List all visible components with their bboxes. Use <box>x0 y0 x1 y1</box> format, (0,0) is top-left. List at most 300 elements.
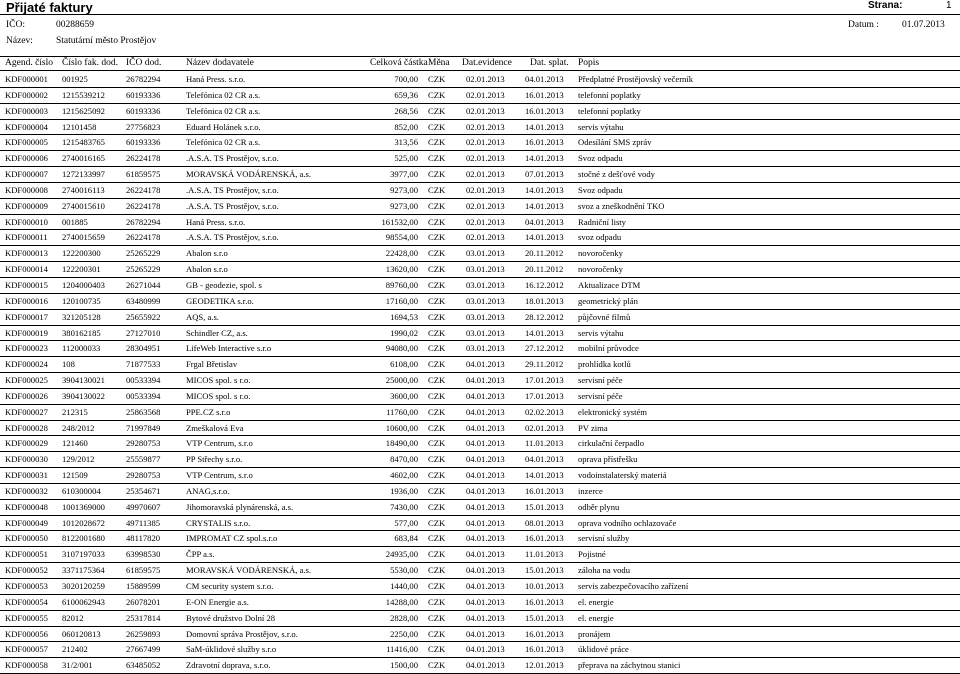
agenda-cell: KDF000010 <box>5 216 48 227</box>
agenda-cell: KDF000017 <box>5 311 48 322</box>
ico-cell: 27127010 <box>126 327 161 338</box>
table-row <box>0 389 960 405</box>
due-date-cell: 20.11.2012 <box>525 248 564 259</box>
col-header-cislo: Číslo fak. dod. <box>62 58 118 68</box>
ico-cell: 00533394 <box>126 375 161 386</box>
due-date-cell: 08.01.2013 <box>525 517 564 528</box>
evidence-date-cell: 04.01.2013 <box>466 406 505 417</box>
invoice-number-cell: 108 <box>62 359 75 370</box>
evidence-date-cell: 02.01.2013 <box>466 105 505 116</box>
currency-cell: CZK <box>428 311 446 322</box>
description-cell: přeprava na záchytnou stanici <box>578 660 681 671</box>
due-date-cell: 02.02.2013 <box>525 406 564 417</box>
ico-cell: 26224178 <box>126 200 161 211</box>
amount-cell: 10600,00 <box>385 422 418 433</box>
due-date-cell: 04.01.2013 <box>525 216 564 227</box>
supplier-name-cell: Telefónica 02 CR a.s. <box>186 105 261 116</box>
currency-cell: CZK <box>428 660 446 671</box>
evidence-date-cell: 02.01.2013 <box>466 89 505 100</box>
evidence-date-cell: 04.01.2013 <box>466 359 505 370</box>
amount-cell: 313,56 <box>394 137 418 148</box>
currency-cell: CZK <box>428 517 446 528</box>
currency-cell: CZK <box>428 327 446 338</box>
evidence-date-cell: 04.01.2013 <box>466 628 505 639</box>
currency-cell: CZK <box>428 470 446 481</box>
currency-cell: CZK <box>428 89 446 100</box>
invoice-number-cell: 1012028672 <box>62 517 105 528</box>
ico-cell: 25265229 <box>126 264 161 275</box>
supplier-name-cell: .A.S.A. TS Prostějov, s.r.o. <box>186 153 279 164</box>
due-date-cell: 29.11.2012 <box>525 359 564 370</box>
ico-cell: 27667499 <box>126 644 161 655</box>
column-header-divider <box>0 70 960 71</box>
ico-cell: 26224178 <box>126 153 161 164</box>
table-row <box>0 167 960 183</box>
invoice-number-cell: 380162185 <box>62 327 101 338</box>
agenda-cell: KDF000058 <box>5 660 48 671</box>
supplier-name-cell: Bytové družstvo Dolní 28 <box>186 612 276 623</box>
description-cell: Předplatné Prostějovský večerník <box>578 74 694 84</box>
currency-cell: CZK <box>428 454 446 465</box>
currency-cell: CZK <box>428 390 446 401</box>
supplier-name-cell: ČPP a.s. <box>186 549 215 560</box>
amount-cell: 4602,00 <box>390 470 418 481</box>
page-number: 1 <box>946 0 952 11</box>
evidence-date-cell: 02.01.2013 <box>466 74 505 84</box>
agenda-cell: KDF000052 <box>5 565 48 576</box>
supplier-name-cell: VTP Centrum, s.r.o <box>186 470 253 481</box>
currency-cell: CZK <box>428 596 446 607</box>
amount-cell: 268,56 <box>394 105 418 116</box>
table-row <box>0 421 960 437</box>
col-header-agenda: Agend. číslo <box>5 58 54 68</box>
evidence-date-cell: 04.01.2013 <box>466 644 505 655</box>
agenda-cell: KDF000015 <box>5 279 48 290</box>
amount-cell: 18490,00 <box>385 438 418 449</box>
ico-cell: 25317814 <box>126 612 161 623</box>
ico-cell: 26782294 <box>126 216 161 227</box>
description-cell: geometrický plán <box>578 295 638 306</box>
ico-cell: 26224178 <box>126 232 161 243</box>
table-row <box>0 500 960 516</box>
supplier-name-cell: LifeWeb Interactive s.r.o <box>186 343 272 354</box>
currency-cell: CZK <box>428 137 446 148</box>
description-cell: Svoz odpadu <box>578 184 623 195</box>
supplier-name-cell: .A.S.A. TS Prostějov, s.r.o. <box>186 184 279 195</box>
description-cell: odběr plynu <box>578 501 620 512</box>
invoice-number-cell: 8122001680 <box>62 533 105 544</box>
supplier-name-cell: Domovní správa Prostějov, s.r.o. <box>186 628 298 639</box>
supplier-name-cell: Jihomoravská plynárenská, a.s. <box>186 501 294 512</box>
description-cell: servis výtahu <box>578 327 624 338</box>
table-row <box>0 183 960 199</box>
agenda-cell: KDF000014 <box>5 264 48 275</box>
ico-value: 00288659 <box>56 20 94 30</box>
description-cell: půjčovné filmů <box>578 311 631 322</box>
amount-cell: 1694,53 <box>390 311 418 322</box>
evidence-date-cell: 04.01.2013 <box>466 581 505 591</box>
ico-cell: 25354671 <box>126 485 161 496</box>
invoice-number-cell: 2740016113 <box>62 184 105 195</box>
invoice-number-cell: 3904130021 <box>62 375 105 386</box>
description-cell: Radniční listy <box>578 216 626 227</box>
agenda-cell: KDF000013 <box>5 248 48 259</box>
description-cell: oprava vodního ochlazovače <box>578 517 677 528</box>
ico-cell: 29280753 <box>126 470 161 481</box>
currency-cell: CZK <box>428 549 446 560</box>
agenda-cell: KDF000007 <box>5 169 48 180</box>
due-date-cell: 12.01.2013 <box>525 660 564 671</box>
due-date-cell: 14.01.2013 <box>525 200 564 211</box>
agenda-cell: KDF000030 <box>5 454 48 465</box>
amount-cell: 98554,00 <box>385 232 418 243</box>
amount-cell: 89760,00 <box>385 279 418 290</box>
description-cell: servis výtahu <box>578 121 624 132</box>
currency-cell: CZK <box>428 121 446 132</box>
table-row <box>0 579 960 595</box>
description-cell: el. energie <box>578 612 614 623</box>
amount-cell: 1500,00 <box>390 660 418 671</box>
table-row <box>0 595 960 611</box>
amount-cell: 9273,00 <box>390 200 418 211</box>
currency-cell: CZK <box>428 533 446 544</box>
due-date-cell: 16.01.2013 <box>525 89 564 100</box>
currency-cell: CZK <box>428 74 446 84</box>
ico-cell: 25265229 <box>126 248 161 259</box>
description-cell: Odesílání SMS zpráv <box>578 137 652 148</box>
invoice-number-cell: 2740015610 <box>62 200 105 211</box>
due-date-cell: 17.01.2013 <box>525 390 564 401</box>
supplier-name-cell: .A.S.A. TS Prostějov, s.r.o. <box>186 200 279 211</box>
amount-cell: 8470,00 <box>390 454 418 465</box>
supplier-name-cell: Zmeškalová Eva <box>186 422 244 433</box>
description-cell: servisní péče <box>578 375 623 386</box>
due-date-cell: 11.01.2013 <box>525 549 564 560</box>
currency-cell: CZK <box>428 581 446 591</box>
ico-cell: 25863568 <box>126 406 161 417</box>
amount-cell: 2250,00 <box>390 628 418 639</box>
invoice-number-cell: 321205128 <box>62 311 101 322</box>
evidence-date-cell: 04.01.2013 <box>466 596 505 607</box>
evidence-date-cell: 02.01.2013 <box>466 216 505 227</box>
agenda-cell: KDF000032 <box>5 485 48 496</box>
due-date-cell: 16.01.2013 <box>525 533 564 544</box>
due-date-cell: 27.12.2012 <box>525 343 564 354</box>
due-date-cell: 14.01.2013 <box>525 232 564 243</box>
evidence-date-cell: 04.01.2013 <box>466 549 505 560</box>
amount-cell: 13620,00 <box>385 264 418 275</box>
due-date-cell: 14.01.2013 <box>525 121 564 132</box>
agenda-cell: KDF000057 <box>5 644 48 655</box>
agenda-cell: KDF000016 <box>5 295 48 306</box>
evidence-date-cell: 03.01.2013 <box>466 264 505 275</box>
supplier-name-cell: AQS, a.s. <box>186 311 219 322</box>
amount-cell: 852,00 <box>394 121 418 132</box>
description-cell: oprava přístřešku <box>578 454 638 465</box>
table-row <box>0 246 960 262</box>
due-date-cell: 16.01.2013 <box>525 105 564 116</box>
table-row <box>0 627 960 643</box>
evidence-date-cell: 04.01.2013 <box>466 533 505 544</box>
invoice-number-cell: 212315 <box>62 406 88 417</box>
description-cell: PV zima <box>578 422 608 433</box>
datum-value: 01.07.2013 <box>902 20 945 30</box>
currency-cell: CZK <box>428 375 446 386</box>
table-row <box>0 262 960 278</box>
invoice-number-cell: 1001369000 <box>62 501 105 512</box>
currency-cell: CZK <box>428 216 446 227</box>
due-date-cell: 16.01.2013 <box>525 644 564 655</box>
description-cell: el. energie <box>578 596 614 607</box>
invoice-number-cell: 6100062943 <box>62 596 105 607</box>
description-cell: prohlídka kotlů <box>578 359 631 370</box>
supplier-name-cell: .A.S.A. TS Prostějov, s.r.o. <box>186 232 279 243</box>
agenda-cell: KDF000048 <box>5 501 48 512</box>
invoice-number-cell: 610300004 <box>62 485 101 496</box>
table-row <box>0 611 960 627</box>
amount-cell: 17160,00 <box>385 295 418 306</box>
amount-cell: 11760,00 <box>386 406 418 417</box>
agenda-cell: KDF000031 <box>5 470 48 481</box>
currency-cell: CZK <box>428 153 446 164</box>
due-date-cell: 16.01.2013 <box>525 596 564 607</box>
col-header-evidence: Dat.evidence <box>462 58 512 68</box>
invoice-number-cell: 122200301 <box>62 264 101 275</box>
evidence-date-cell: 04.01.2013 <box>466 454 505 465</box>
amount-cell: 1936,00 <box>390 485 418 496</box>
agenda-cell: KDF000019 <box>5 327 48 338</box>
agenda-cell: KDF000049 <box>5 517 48 528</box>
amount-cell: 11416,00 <box>386 644 418 655</box>
amount-cell: 22428,00 <box>385 248 418 259</box>
due-date-cell: 14.01.2013 <box>525 184 564 195</box>
header-divider <box>0 56 960 57</box>
description-cell: úklidové práce <box>578 644 629 655</box>
supplier-name-cell: Haná Press. s.r.o. <box>186 216 246 227</box>
ico-cell: 60193336 <box>126 137 161 148</box>
evidence-date-cell: 03.01.2013 <box>466 295 505 306</box>
nazev-value: Statutární město Prostějov <box>56 36 157 46</box>
table-row <box>0 310 960 326</box>
table-row <box>0 547 960 563</box>
table-row <box>0 215 960 231</box>
due-date-cell: 16.01.2013 <box>525 485 564 496</box>
agenda-cell: KDF000024 <box>5 359 48 370</box>
invoice-number-cell: 3904130022 <box>62 390 105 401</box>
table-row <box>0 436 960 452</box>
supplier-name-cell: Zdravotní doprava, s.r.o. <box>186 660 271 671</box>
col-header-castka: Celková částka <box>370 58 428 68</box>
col-header-popis: Popis <box>578 58 600 68</box>
ico-cell: 71877533 <box>126 359 161 370</box>
ico-cell: 61859575 <box>126 565 161 576</box>
amount-cell: 2828,00 <box>390 612 418 623</box>
currency-cell: CZK <box>428 343 446 354</box>
currency-cell: CZK <box>428 169 446 180</box>
agenda-cell: KDF000051 <box>5 549 48 560</box>
table-row <box>0 468 960 484</box>
amount-cell: 25000,00 <box>385 375 418 386</box>
agenda-cell: KDF000006 <box>5 153 48 164</box>
ico-cell: 27756823 <box>126 121 161 132</box>
currency-cell: CZK <box>428 612 446 623</box>
agenda-cell: KDF000055 <box>5 612 48 623</box>
table-row <box>0 563 960 579</box>
description-cell: servis zabezpečovacího zařízení <box>578 581 689 591</box>
agenda-cell: KDF000029 <box>5 438 48 449</box>
amount-cell: 525,00 <box>394 153 418 164</box>
evidence-date-cell: 03.01.2013 <box>466 343 505 354</box>
currency-cell: CZK <box>428 248 446 259</box>
evidence-date-cell: 04.01.2013 <box>466 470 505 481</box>
agenda-cell: KDF000003 <box>5 105 48 116</box>
table-row <box>0 104 960 120</box>
amount-cell: 3600,00 <box>390 390 418 401</box>
table-row <box>0 658 960 674</box>
amount-cell: 94080,00 <box>385 343 418 354</box>
evidence-date-cell: 03.01.2013 <box>466 279 505 290</box>
evidence-date-cell: 02.01.2013 <box>466 232 505 243</box>
currency-cell: CZK <box>428 184 446 195</box>
datum-label: Datum : <box>848 20 879 30</box>
col-header-mena: Měna <box>428 58 450 68</box>
amount-cell: 9273,00 <box>390 184 418 195</box>
supplier-name-cell: MORAVSKÁ VODÁRENSKÁ, a.s. <box>186 565 312 576</box>
invoice-number-cell: 001925 <box>62 74 88 84</box>
currency-cell: CZK <box>428 501 446 512</box>
invoice-number-cell: 120100735 <box>62 295 101 306</box>
supplier-name-cell: CM security system s.r.o. <box>186 581 274 591</box>
ico-cell: 25655922 <box>126 311 161 322</box>
invoice-number-cell: 112000033 <box>62 343 101 354</box>
ico-cell: 29280753 <box>126 438 161 449</box>
page-title: Přijaté faktury <box>6 0 93 15</box>
description-cell: telefonní poplatky <box>578 89 641 100</box>
supplier-name-cell: VTP Centrum, s.r.o <box>186 438 253 449</box>
description-cell: servisní služby <box>578 533 630 544</box>
table-row <box>0 120 960 136</box>
supplier-name-cell: Eduard Holánek s.r.o. <box>186 121 261 132</box>
col-header-ico: IČO dod. <box>126 58 162 68</box>
supplier-name-cell: Abalon s.r.o <box>186 248 228 259</box>
invoice-number-cell: 1215539212 <box>62 89 105 100</box>
agenda-cell: KDF000054 <box>5 596 48 607</box>
evidence-date-cell: 04.01.2013 <box>466 501 505 512</box>
agenda-cell: KDF000009 <box>5 200 48 211</box>
agenda-cell: KDF000053 <box>5 581 48 591</box>
agenda-cell: KDF000004 <box>5 121 48 132</box>
evidence-date-cell: 04.01.2013 <box>466 517 505 528</box>
due-date-cell: 15.01.2013 <box>525 565 564 576</box>
supplier-name-cell: GEODETIKA s.r.o. <box>186 295 254 306</box>
ico-cell: 60193336 <box>126 89 161 100</box>
col-header-nazev: Název dodavatele <box>186 58 254 68</box>
description-cell: vodoinstalaterský materiá <box>578 470 667 481</box>
table-row <box>0 88 960 104</box>
due-date-cell: 18.01.2013 <box>525 295 564 306</box>
supplier-name-cell: MICOS spol. s r.o. <box>186 375 251 386</box>
due-date-cell: 02.01.2013 <box>525 422 564 433</box>
supplier-name-cell: ANAG,s.r.o. <box>186 485 230 496</box>
due-date-cell: 07.01.2013 <box>525 169 564 180</box>
currency-cell: CZK <box>428 105 446 116</box>
table-row <box>0 278 960 294</box>
table-row <box>0 151 960 167</box>
table-row <box>0 405 960 421</box>
evidence-date-cell: 03.01.2013 <box>466 311 505 322</box>
agenda-cell: KDF000028 <box>5 422 48 433</box>
invoice-number-cell: 212402 <box>62 644 88 655</box>
nazev-label: Název: <box>6 36 33 46</box>
evidence-date-cell: 04.01.2013 <box>466 565 505 576</box>
description-cell: elektronický systém <box>578 406 647 417</box>
evidence-date-cell: 03.01.2013 <box>466 248 505 259</box>
invoice-number-cell: 248/2012 <box>62 422 95 433</box>
evidence-date-cell: 04.01.2013 <box>466 422 505 433</box>
supplier-name-cell: SaM-úklidové služby s.r.o <box>186 644 277 655</box>
amount-cell: 683,84 <box>394 533 418 544</box>
due-date-cell: 14.01.2013 <box>525 153 564 164</box>
description-cell: záloha na vodu <box>578 565 631 576</box>
invoice-number-cell: 31/2/001 <box>62 660 93 671</box>
amount-cell: 659,36 <box>394 89 418 100</box>
supplier-name-cell: E-ON Energie a.s. <box>186 596 249 607</box>
description-cell: novoročenky <box>578 264 623 275</box>
ico-cell: 48117820 <box>126 533 161 544</box>
agenda-cell: KDF000011 <box>5 232 48 243</box>
evidence-date-cell: 02.01.2013 <box>466 169 505 180</box>
description-cell: Svoz odpadu <box>578 153 623 164</box>
evidence-date-cell: 04.01.2013 <box>466 438 505 449</box>
invoice-number-cell: 1272133997 <box>62 169 105 180</box>
ico-cell: 26259893 <box>126 628 161 639</box>
table-row <box>0 341 960 357</box>
description-cell: inzerce <box>578 485 603 496</box>
ico-cell: 26224178 <box>126 184 161 195</box>
column-headers <box>0 58 960 70</box>
supplier-name-cell: GB - geodezie, spol. s <box>186 279 262 290</box>
description-cell: Aktualizace DTM <box>578 279 641 290</box>
description-cell: pronájem <box>578 628 611 639</box>
agenda-cell: KDF000027 <box>5 406 48 417</box>
ico-cell: 61859575 <box>126 169 161 180</box>
invoice-number-cell: 12101458 <box>62 121 97 132</box>
supplier-name-cell: Frgal Břetislav <box>186 359 238 370</box>
currency-cell: CZK <box>428 422 446 433</box>
ico-cell: 60193336 <box>126 105 161 116</box>
description-cell: cirkulační čerpadlo <box>578 438 645 449</box>
supplier-name-cell: CRYSTALIS s.r.o. <box>186 517 251 528</box>
agenda-cell: KDF000025 <box>5 375 48 386</box>
due-date-cell: 10.01.2013 <box>525 581 564 591</box>
supplier-name-cell: IMPROMAT CZ spol.s.r.o <box>186 533 278 544</box>
invoice-number-cell: 3107197033 <box>62 549 105 560</box>
due-date-cell: 04.01.2013 <box>525 454 564 465</box>
amount-cell: 161532,00 <box>381 216 418 227</box>
currency-cell: CZK <box>428 628 446 639</box>
invoice-number-cell: 1204000403 <box>62 279 105 290</box>
ico-cell: 63998530 <box>126 549 161 560</box>
ico-cell: 26078201 <box>126 596 161 607</box>
currency-cell: CZK <box>428 644 446 655</box>
due-date-cell: 28.12.2012 <box>525 311 564 322</box>
table-row <box>0 326 960 342</box>
supplier-name-cell: Abalon s.r.o <box>186 264 228 275</box>
description-cell: telefonní poplatky <box>578 105 641 116</box>
amount-cell: 5530,00 <box>390 565 418 576</box>
ico-cell: 25559877 <box>126 454 161 465</box>
agenda-cell: KDF000005 <box>5 137 48 148</box>
